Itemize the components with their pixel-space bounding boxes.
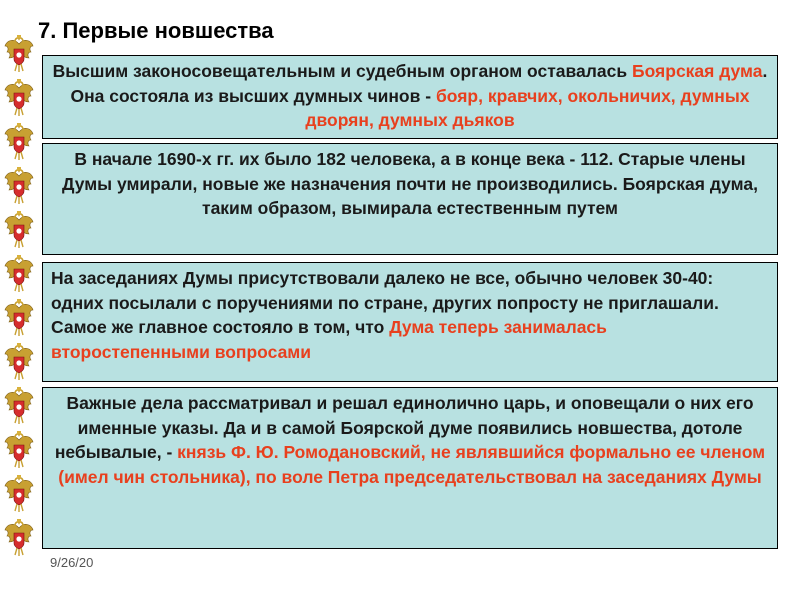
double-headed-eagle-icon xyxy=(4,430,34,470)
slide-title: 7. Первые новшества xyxy=(38,18,274,43)
text-box-boyar-duma xyxy=(42,55,778,139)
highlight-segment: бояр, кравчих, окольничих, думных дворян, думных дьяков xyxy=(305,85,750,130)
text-segment: . Она состояла из высших думных чинов - xyxy=(70,61,768,106)
double-headed-eagle-icon xyxy=(4,342,34,382)
double-headed-eagle-icon xyxy=(4,122,34,162)
text-segment: В начале 1690-х гг. их было 182 человека, а в конце века - 112. Старые члены Думы умирали, новые же назначения почти не производились. Боярская дума, таким образом, вымирала естественным путем xyxy=(62,149,758,218)
text-segment: Высшим законосовещательным и судебным органом оставалась xyxy=(52,61,632,81)
double-headed-eagle-icon xyxy=(4,298,34,338)
text-box-duma-sessions xyxy=(42,262,778,382)
highlight-segment: Дума теперь занималась второстепенными вопросами xyxy=(51,317,607,362)
double-headed-eagle-icon xyxy=(4,254,34,294)
highlight-segment: князь Ф. Ю. Ромодановский, не являвшийся формально ее членом (имел чин стольника), по воле Петра председательствовал на заседаниях Думы xyxy=(58,442,766,487)
double-headed-eagle-icon xyxy=(4,166,34,206)
double-headed-eagle-icon xyxy=(4,474,34,514)
text-box-tsar-decisions xyxy=(42,387,778,549)
text-box-duma-membership xyxy=(42,143,778,255)
text-segment: На заседаниях Думы присутствовали далеко не все, обычно человек 30-40: одних посылали с поручениями по стране, других попросту не приглашали. Самое же главное состояло в том, что xyxy=(51,268,719,337)
emblem-column xyxy=(4,34,36,562)
double-headed-eagle-icon xyxy=(4,518,34,558)
highlight-segment: Боярская дума xyxy=(632,61,763,81)
double-headed-eagle-icon xyxy=(4,78,34,118)
footer-date: 9/26/20 xyxy=(50,555,94,570)
double-headed-eagle-icon xyxy=(4,386,34,426)
text-segment: Важные дела рассматривал и решал единолично царь, и оповещали о них его именные указы. Да и в самой Боярской думе появились новшества, дотоле небывалые, - xyxy=(54,393,754,462)
double-headed-eagle-icon xyxy=(4,34,34,74)
double-headed-eagle-icon xyxy=(4,210,34,250)
